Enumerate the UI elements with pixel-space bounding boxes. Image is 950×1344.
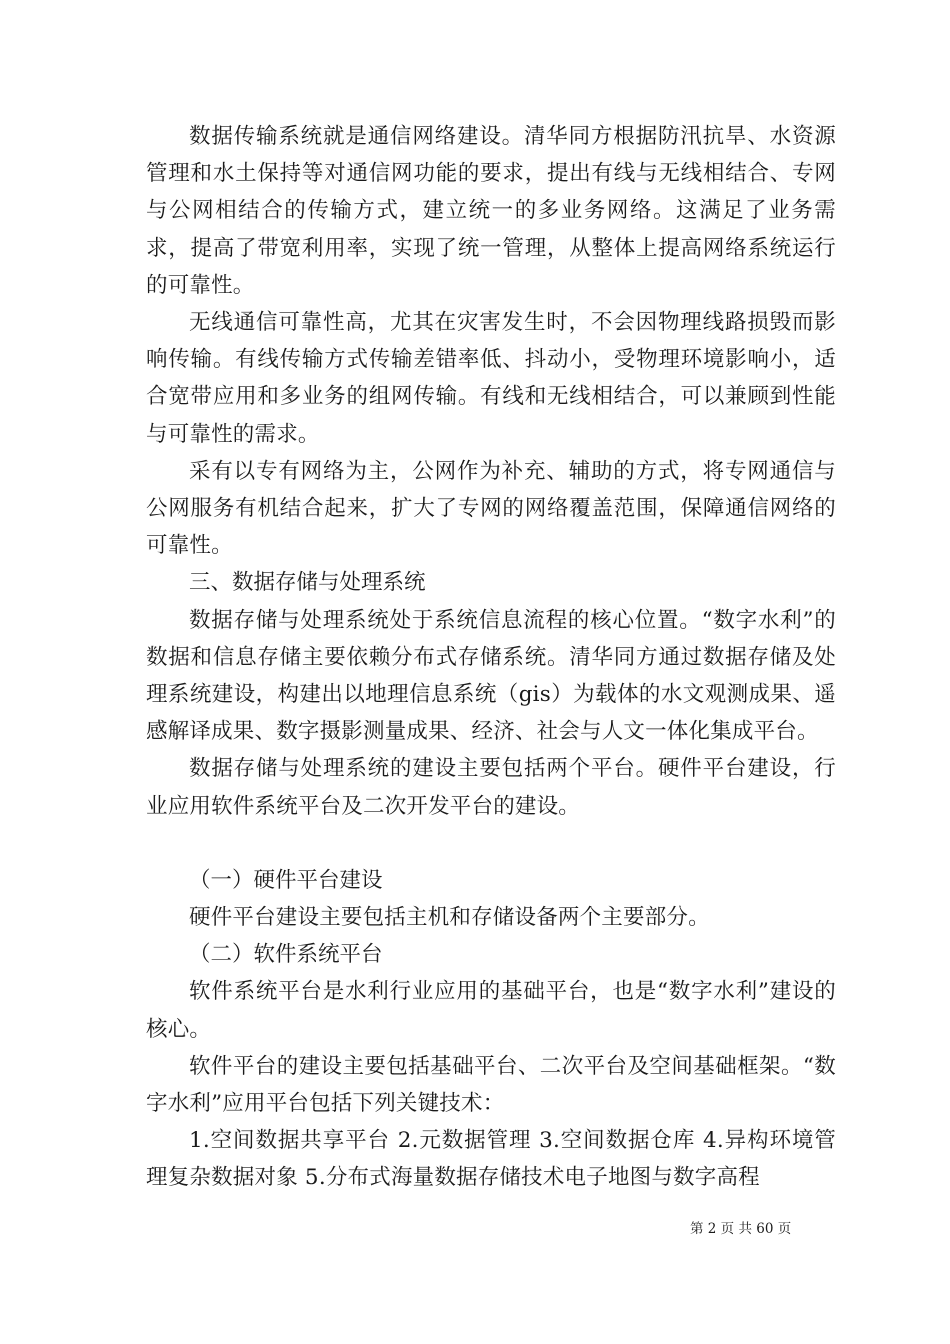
subheading-hardware: （一）硬件平台建设 (189, 867, 383, 893)
paragraph-key-technologies: 1.空间数据共享平台 2.元数据管理 3.空间数据仓库 4.异构环境管理复杂数据对象 5.分布式海量数据存储技术电子地图与数字高程 (146, 1128, 836, 1191)
paragraph-storage-core: 数据存储与处理系统处于系统信息流程的核心位置。“数字水利”的数据和信息存储主要依赖分布式存储系统。清华同方通过数据存储及处理系统建设，构建出以地理信息系统（gis）为载体的水文观测成果、遥感解译成果、数字摄影测量成果、经济、社会与人文一体化集成平台。 (146, 607, 836, 745)
paragraph-wireless-communication: 无线通信可靠性高，尤其在灾害发生时，不会因物理线路损毁而影响传输。有线传输方式传输差错率低、抖动小，受物理环境影响小，适合宽带应用和多业务的组网传输。有线和无线相结合，可以兼顾到性能与可靠性的需求。 (146, 310, 836, 447)
subheading-software: （二）软件系统平台 (189, 942, 383, 968)
paragraph-software-core: 软件系统平台是水利行业应用的基础平台，也是“数字水利”建设的核心。 (146, 979, 836, 1042)
paragraph-software-build: 软件平台的建设主要包括基础平台、二次平台及空间基础框架。“数字水利”应用平台包括下列关键技术： (146, 1053, 836, 1117)
section-heading-storage: 三、数据存储与处理系统 (189, 570, 426, 596)
paragraph-spacer (146, 825, 836, 862)
document-body (146, 118, 836, 1197)
paragraph-two-platforms: 数据存储与处理系统的建设主要包括两个平台。硬件平台建设，行业应用软件系统平台及二次开发平台的建设。 (146, 756, 836, 819)
page-number-footer: 第 2 页 共 60 页 (690, 1221, 792, 1237)
paragraph-private-network: 采有以专有网络为主，公网作为补充、辅助的方式，将专网通信与公网服务有机结合起来，扩大了专网的网络覆盖范围，保障通信网络的可靠性。 (146, 458, 836, 559)
paragraph-hardware: 硬件平台建设主要包括主机和存储设备两个主要部分。 (189, 905, 710, 931)
paragraph-data-transmission: 数据传输系统就是通信网络建设。清华同方根据防汛抗旱、水资源管理和水土保持等对通信网功能的要求，提出有线与无线相结合、专网与公网相结合的传输方式，建立统一的多业务网络。这满足了业务需求，提高了带宽利用率，实现了统一管理，从整体上提高网络系统运行的可靠性。 (146, 124, 836, 298)
